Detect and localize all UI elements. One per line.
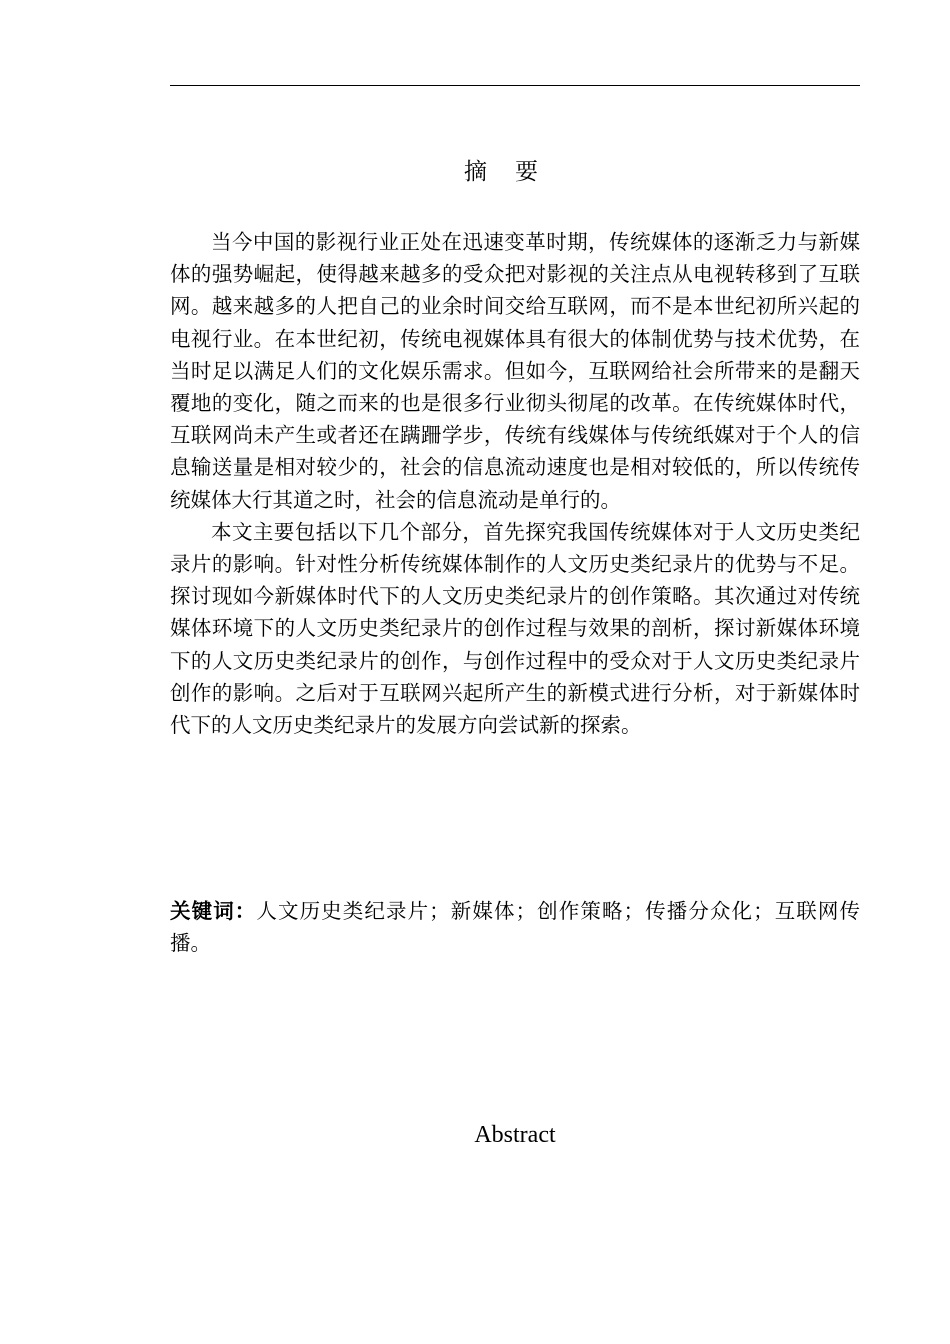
abstract-paragraph-2: 本文主要包括以下几个部分，首先探究我国传统媒体对于人文历史类纪录片的影响。针对性分析传统媒体制作的人文历史类纪录片的优势与不足。探讨现如今新媒体时代下的人文历史类纪录片的创作策略。其次通过对传统媒体环境下的人文历史类纪录片的创作过程与效果的剖析，探讨新媒体环境下的人文历史类纪录片的创作，与创作过程中的受众对于人文历史类纪录片创作的影响。之后对于互联网兴起所产生的新模式进行分析，对于新媒体时代下的人文历史类纪录片的发展方向尝试新的探索。	[170, 519, 860, 738]
english-abstract-title: Abstract	[474, 1122, 556, 1148]
keywords-text: 人文历史类纪录片；新媒体；创作策略；传播分众化；互联网传播。	[170, 899, 861, 955]
header-rule	[170, 85, 860, 86]
keywords-label: 关键词：	[170, 899, 257, 923]
abstract-title: 摘要	[464, 159, 566, 185]
abstract-paragraph-1: 当今中国的影视行业正处在迅速变革时期，传统媒体的逐渐乏力与新媒体的强势崛起，使得越来越多的受众把对影视的关注点从电视转移到了互联网。越来越多的人把自己的业余时间交给互联网，而不是本世纪初所兴起的电视行业。在本世纪初，传统电视媒体具有很大的体制优势与技术优势，在当时足以满足人们的文化娱乐需求。但如今，互联网给社会所带来的是翻天覆地的变化，随之而来的也是很多行业彻头彻尾的改革。在传统媒体时代，互联网尚未产生或者还在蹒跚学步，传统有线媒体与传统纸媒对于个人的信息输送量是相对较少的，社会的信息流动速度也是相对较低的，所以传统传统媒体大行其道之时，社会的信息流动是单行的。	[170, 230, 860, 512]
abstract-body	[170, 226, 860, 741]
keywords	[170, 895, 860, 959]
